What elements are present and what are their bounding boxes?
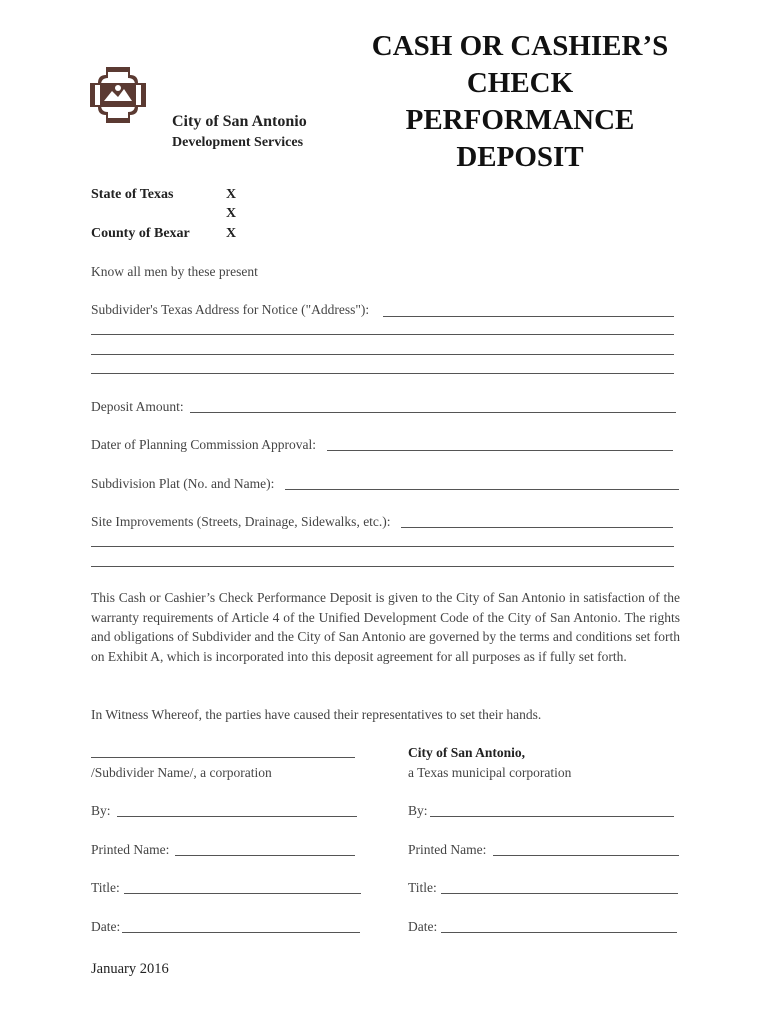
venue-mark: X — [226, 206, 237, 221]
subdivider-date-input-line[interactable] — [122, 932, 360, 933]
site-improvements-input-line[interactable] — [91, 566, 674, 567]
site-improvements-label: Site Improvements (Streets, Drainage, Sidewalks, etc.): — [91, 514, 391, 529]
title-line: CHECK — [466, 67, 574, 99]
title-line: PERFORMANCE — [405, 104, 635, 136]
city-party-description: a Texas municipal corporation — [408, 765, 572, 780]
subdivision-plat-input-line[interactable] — [285, 489, 679, 490]
agreement-paragraph: This Cash or Cashier’s Check Performance Deposit is given to the City of San Antonio in satisfaction of the warranty requirements of Article 4 of the Unified Development Code of the City of San Antonio. The rights and obligations of Subdivider and the City of San Antonio are governed by the terms and conditions set forth on Exhibit A, which is incorporated into this deposit agreement for all purposes as if fully set forth. — [91, 590, 680, 664]
subdivider-by-label: By: — [91, 803, 111, 818]
address-label: Subdivider's Texas Address for Notice ("Address"): — [91, 302, 370, 317]
city-date-label: Date: — [408, 919, 438, 934]
address-input-line[interactable] — [383, 316, 674, 317]
approval-date-input-line[interactable] — [327, 450, 673, 451]
department-name: Development Services — [172, 135, 304, 150]
city-by-input-line[interactable] — [430, 816, 674, 817]
title-line: DEPOSIT — [456, 141, 584, 173]
venue-mark: X — [226, 226, 237, 241]
approval-date-label: Dater of Planning Commission Approval: — [91, 437, 316, 452]
deposit-amount-label: Deposit Amount: — [91, 399, 184, 414]
county-label: County of Bexar — [91, 226, 190, 241]
title-line: CASH OR CASHIER’S — [371, 30, 669, 62]
subdivision-plat-label: Subdivision Plat (No. and Name): — [91, 476, 275, 491]
city-title-label: Title: — [408, 880, 437, 895]
witness-statement: In Witness Whereof, the parties have caused their representatives to set their hands. — [91, 707, 542, 722]
intro-text: Know all men by these present — [91, 264, 258, 279]
state-label: State of Texas — [91, 187, 174, 202]
subdivider-title-input-line[interactable] — [124, 893, 361, 894]
subdivider-by-input-line[interactable] — [117, 816, 357, 817]
footer-revision-date: January 2016 — [91, 961, 169, 977]
site-improvements-input-line[interactable] — [91, 546, 674, 547]
address-input-line[interactable] — [91, 354, 674, 355]
deposit-amount-input-line[interactable] — [190, 412, 676, 413]
city-name: City of San Antonio — [172, 113, 307, 130]
subdivider-printed-name-label: Printed Name: — [91, 842, 170, 857]
city-by-label: By: — [408, 803, 428, 818]
subdivider-title-label: Title: — [91, 880, 120, 895]
subdivider-printed-name-input-line[interactable] — [175, 855, 355, 856]
subdivider-signature-line[interactable] — [91, 757, 355, 758]
address-input-line[interactable] — [91, 334, 674, 335]
city-printed-name-label: Printed Name: — [408, 842, 487, 857]
subdivider-date-label: Date: — [91, 919, 121, 934]
city-seal-logo — [86, 63, 150, 127]
city-party-name: City of San Antonio, — [408, 745, 526, 760]
venue-mark: X — [226, 187, 237, 202]
site-improvements-input-line[interactable] — [401, 527, 673, 528]
subdivider-party-label: /Subdivider Name/, a corporation — [91, 765, 272, 780]
city-title-input-line[interactable] — [441, 893, 678, 894]
city-printed-name-input-line[interactable] — [493, 855, 679, 856]
document-title — [370, 28, 670, 176]
city-date-input-line[interactable] — [441, 932, 677, 933]
address-input-line[interactable] — [91, 373, 674, 374]
